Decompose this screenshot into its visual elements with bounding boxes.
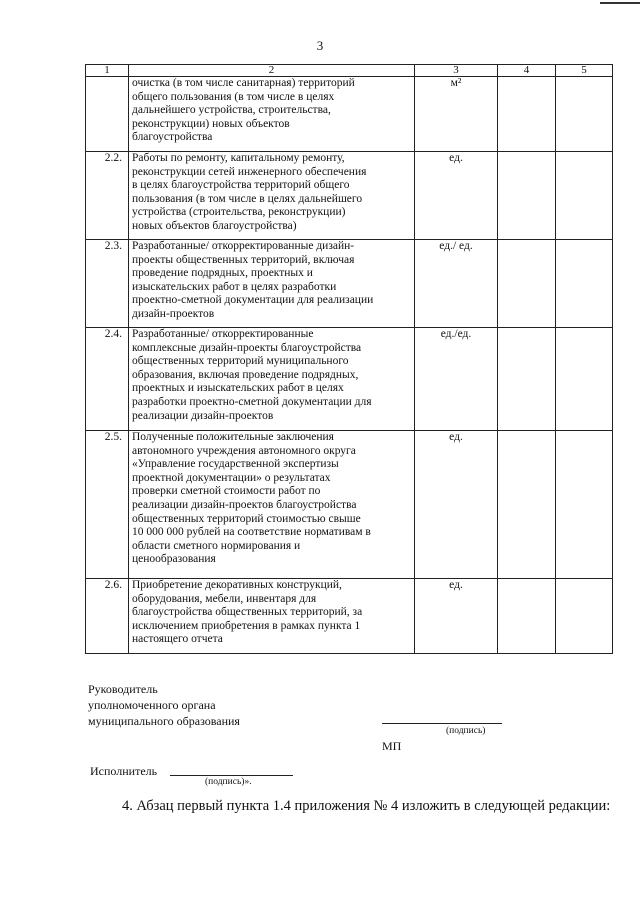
row-col4 [498, 431, 556, 579]
row-col4 [498, 240, 556, 328]
report-table [85, 64, 613, 654]
row-description: Разработанные/ откорректированные комплексные дизайн-проекты благоустройства общественных территорий муниципального образования, включая проведение подрядных, проектных и изыскательских работ в целях разработки проектно-сметной документации для реализации дизайн-проектов [129, 328, 415, 431]
row-description: Приобретение декоративных конструкций, оборудования, мебели, инвентаря для благоустройства общественных территорий, за исключением приобретения в рамках пункта 1 настоящего отчета [129, 579, 415, 654]
table-row [86, 240, 613, 328]
row-description: очистка (в том числе санитарная) территорий общего пользования (в том числе в целях дальнейшего устройства, строительства, реконструкции) новых объектов благоустройства [129, 77, 415, 152]
signature-block [88, 681, 240, 729]
page-number: 3 [316, 38, 324, 53]
row-col4 [498, 77, 556, 152]
table-row [86, 431, 613, 579]
row-description: Работы по ремонту, капитальному ремонту, реконструкции сетей инженерного обеспечения в целях благоустройства территорий общего пользования (в том числе в целях дальнейшего устройства (строительства, реконструкции) новых объектов благоустройства) [129, 152, 415, 240]
executor-label: Исполнитель [90, 764, 158, 778]
head-signature-line [382, 723, 502, 724]
header-cell: 2 [129, 65, 415, 77]
corner-mark [600, 2, 640, 4]
head-signature-caption: (подпись) [446, 726, 486, 736]
row-col5 [556, 77, 613, 152]
row-number [86, 77, 129, 152]
row-number: 2.6. [86, 579, 129, 654]
amendment-paragraph: 4. Абзац первый пункта 1.4 приложения № 4 изложить в следующей редакции: [122, 798, 611, 814]
row-number: 2.3. [86, 240, 129, 328]
row-number: 2.4. [86, 328, 129, 431]
row-description: Разработанные/ откорректированные дизайн- проекты общественных территорий, включая проведение подрядных, проектных и изыскательских работ в целях разработки проектно-сметной документации для реализации дизайн-проектов [129, 240, 415, 328]
header-cell: 4 [498, 65, 556, 77]
row-col5 [556, 579, 613, 654]
row-col5 [556, 328, 613, 431]
row-unit: ед./ ед. [415, 240, 498, 328]
row-unit: ед. [415, 431, 498, 579]
row-unit: ед. [415, 152, 498, 240]
table-row [86, 152, 613, 240]
header-cell: 3 [415, 65, 498, 77]
row-col5 [556, 152, 613, 240]
head-title-line1: Руководитель [88, 682, 158, 696]
row-unit: ед. [415, 579, 498, 654]
stamp-place: МП [382, 739, 402, 753]
row-col4 [498, 152, 556, 240]
table-row [86, 77, 613, 152]
table-row [86, 328, 613, 431]
header-cell: 1 [86, 65, 129, 77]
executor-signature-caption: (подпись)». [205, 777, 252, 787]
row-unit: ед./ед. [415, 328, 498, 431]
head-title-line2: уполномоченного органа [88, 698, 216, 712]
table-header-row [86, 65, 613, 77]
executor-signature-line [170, 775, 293, 776]
row-col4 [498, 328, 556, 431]
table-row [86, 579, 613, 654]
row-number: 2.5. [86, 431, 129, 579]
row-description: Полученные положительные заключения автономного учреждения автономного округа «Управление государственной экспертизы проектной документации» о результатах проверки сметной стоимости работ по реализации дизайн-проектов благоустройства общественных территорий стоимостью свыше 10 000 000 рублей на соответствие нормативам в области сметного нормирования и ценообразования [129, 431, 415, 579]
row-number: 2.2. [86, 152, 129, 240]
header-cell: 5 [556, 65, 613, 77]
row-unit: м² [415, 77, 498, 152]
row-col4 [498, 579, 556, 654]
row-col5 [556, 240, 613, 328]
row-col5 [556, 431, 613, 579]
head-title-line3: муниципального образования [88, 714, 240, 728]
